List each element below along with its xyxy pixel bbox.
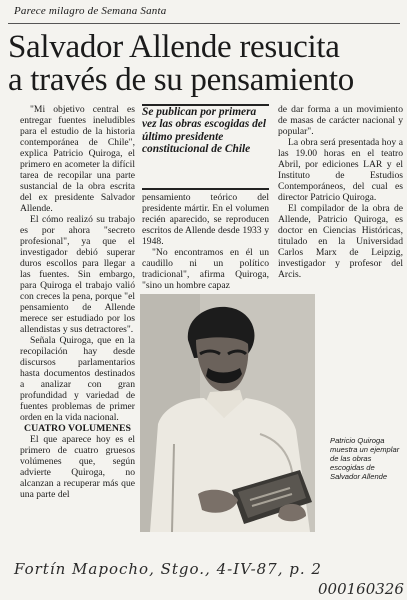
photo-caption: Patricio Quiroga muestra un ejemplar de las obras escogidas de Salvador Allende — [330, 436, 400, 481]
paragraph: "No encontramos en él un caudillo ni un político tradicional", afirma Quiroga, "sino un hombre capaz — [142, 247, 269, 291]
paragraph: pensamiento teórico del presidente mártir. En el volumen recién aparecido, se reproducen escritos de Allende desde 1933 y 1948. — [142, 192, 269, 247]
article-column-3 — [278, 104, 403, 280]
callout-bottom-rule — [142, 188, 269, 190]
handwritten-archive-number: 000160326 — [318, 580, 404, 598]
section-kicker: Parece milagro de Semana Santa — [14, 5, 167, 17]
top-rule — [8, 23, 400, 24]
article-column-1 — [20, 104, 135, 500]
paragraph: El compilador de la obra de Allende, Patricio Quiroga, es doctor en Ciencias Históricas, titulado en la Universidad Carlos Marx de Leipzig, investigador y profesor del Arcis. — [278, 203, 403, 280]
headline-line-2: a través de su pensamiento — [8, 62, 354, 98]
paragraph: El cómo realizó su trabajo es por ahora "secreto profesional", ya que el investigador debió superar duros escollos para llegar a las fuentes. Sin embargo, para Quiroga el trabajo valió con creces la pena, porque "el pensamiento de Allende merece ser estudiado por los allendistas y sus detractores". — [20, 214, 135, 335]
article-column-2 — [142, 192, 269, 291]
headline-line-1: Salvador Allende resucita — [8, 29, 340, 65]
paragraph: La obra será presentada hoy a las 19.00 horas en el teatro Abril, por ediciones LAR y el Instituto de Estudios Contemporáneos, del cual es director Patricio Quiroga. — [278, 137, 403, 203]
section-heading: CUATRO VOLUMENES — [24, 423, 131, 434]
portrait-photo — [140, 294, 315, 532]
paragraph: de dar forma a un movimiento de masas de carácter nacional y popular". — [278, 104, 403, 137]
paragraph: Señala Quiroga, que en la recopilación hay desde discursos parlamentarios hasta documentos destinados a analizar con gran profundidad y variedad de fuentes problemas de primer orden en la vida nacional. — [20, 335, 135, 423]
man-holding-book-illustration — [140, 294, 315, 532]
pull-quote: Se publican por primera vez las obras escogidas del último presidente constitucional de Chile — [142, 106, 267, 156]
paragraph: "Mi objetivo central es entregar fuentes ineludibles para el estudio de la historia contemporánea de Chile", explica Patricio Quiroga, el primero en acometer la difícil tarea de recopilar una parte sustancial de la obra escrita del ex presidente Salvador Allende. — [20, 104, 135, 214]
paragraph: El que aparece hoy es el primero de cuatro gruesos volúmenes que, según advierte Quiroga, no alcanzan a recuperar más que una parte del — [20, 434, 135, 500]
handwritten-source-note: Fortín Mapocho, Stgo., 4-IV-87, p. 2 — [14, 560, 322, 578]
